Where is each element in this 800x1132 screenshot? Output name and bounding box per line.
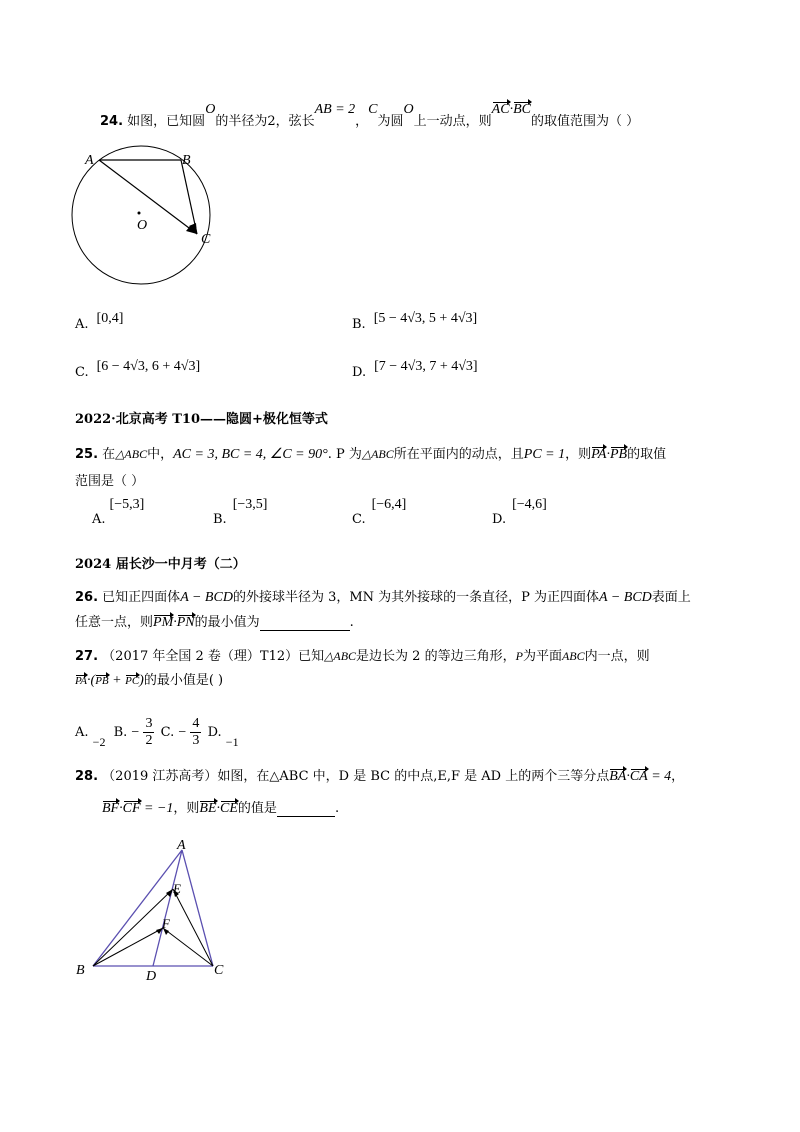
label-c: C bbox=[214, 963, 224, 978]
q28-line2: BF·CF = −1，则BE·CE的值是 . bbox=[102, 801, 340, 816]
vector-bc: BC bbox=[513, 102, 531, 117]
vector-pn: PN bbox=[176, 615, 195, 630]
label-d: D bbox=[146, 969, 157, 984]
label-f: F bbox=[162, 916, 170, 931]
vector-pb: PB bbox=[609, 447, 628, 462]
label-a: A bbox=[177, 838, 186, 853]
q25-option-b: B.[−3,5] bbox=[213, 497, 268, 527]
q25-option-d: D.[−4,6] bbox=[492, 497, 547, 527]
q25-line1: 25. 在△ABC中，AC = 3, BC = 4, ∠C = 90°. P 为△ABC所在平面内的动点，且PC = 1，则PA·PB的取值 bbox=[75, 447, 667, 462]
q27-options: A. −2 B. − $\frac{3}{2}$ C. − $\frac{4}{3}$ D. −1 bbox=[75, 716, 239, 749]
label-e: E bbox=[173, 881, 181, 896]
q24-option-c: C. [6 − 4√3, 6 + 4√3] bbox=[75, 359, 201, 380]
label-a: A bbox=[85, 153, 94, 168]
q24-option-b: B. [5 − 4√3, 5 + 4√3] bbox=[352, 311, 478, 332]
vector-ac: AC bbox=[491, 102, 510, 117]
section-heading-beijing: 2022·北京高考 T10——隐圆+极化恒等式 bbox=[75, 412, 328, 427]
q26-line2: 任意一点，则PM·PN的最小值为 . bbox=[75, 615, 354, 630]
q26-line1: 26. 已知正四面体A − BCD的外接球半径为 3，MN 为其外接球的一条直径，P 为正四面体A − BCD表面上 bbox=[75, 590, 691, 605]
section-heading-changsha: 2024 届长沙一中月考（二） bbox=[75, 557, 246, 572]
q28-triangle-figure bbox=[70, 835, 240, 985]
q25-line2: 范围是（ ） bbox=[75, 474, 145, 489]
vector-pa: PA bbox=[591, 447, 607, 462]
q27-line2: PA·(PB + PC)的最小值是( ) bbox=[75, 673, 224, 688]
vector-pm: PM bbox=[153, 615, 174, 630]
q24-circle-figure bbox=[60, 140, 240, 290]
q27-line1: 27. （2017 年全国 2 卷（理）T12）已知△ABC是边长为 2 的等边三角形，P为平面ABC内一点，则 bbox=[75, 649, 650, 664]
answer-blank bbox=[277, 801, 335, 817]
q28-line1: 28. （2019 江苏高考）如图，在△ABC 中，D 是 BC 的中点,E,F 是 AD 上的两个三等分点BA·CA = 4， bbox=[75, 769, 685, 784]
q24-line1: 24. 如图，已知圆O的半径为2，弦长AB = 2，C为圆O上一动点，则AC·BC的取值范围为（ ） bbox=[100, 102, 640, 129]
q24-option-d: D. [7 − 4√3, 7 + 4√3] bbox=[352, 359, 478, 380]
question-number: 24. bbox=[100, 114, 124, 129]
label-c: C bbox=[201, 232, 211, 247]
label-b: B bbox=[76, 963, 85, 978]
q25-option-a: A.[−5,3] bbox=[92, 497, 145, 527]
label-o: O bbox=[137, 218, 148, 233]
answer-blank bbox=[260, 615, 350, 631]
q24-option-a: A. [0,4] bbox=[75, 311, 124, 332]
label-b: B bbox=[182, 153, 191, 168]
q25-option-c: C.[−6,4] bbox=[352, 497, 407, 527]
